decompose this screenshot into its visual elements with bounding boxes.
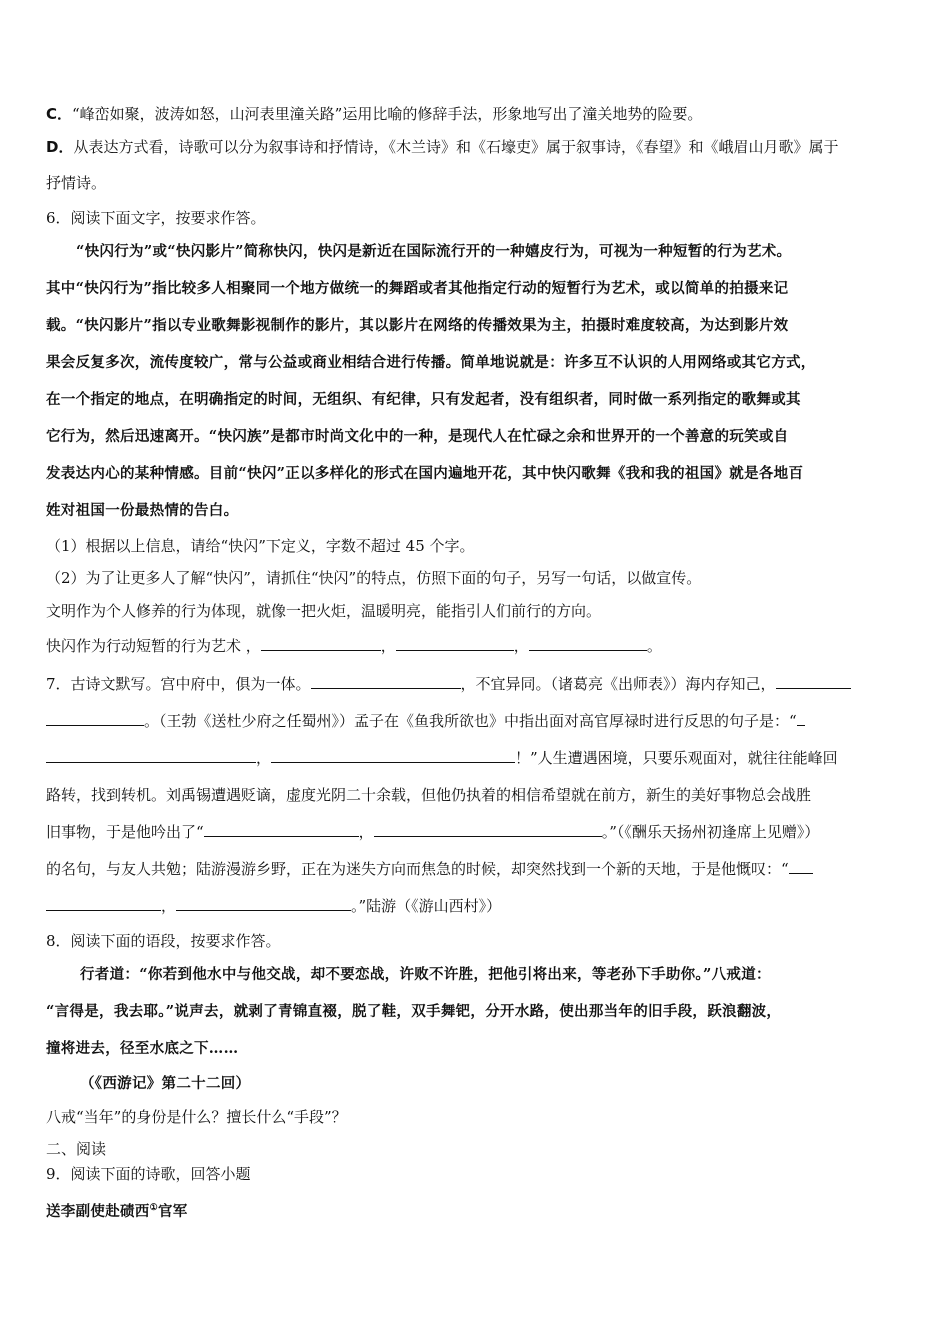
poem-title bbox=[46, 1198, 910, 1222]
q7-line bbox=[46, 859, 910, 879]
q7-text: 。”陆游（《游山西村》） bbox=[351, 897, 502, 915]
q8-passage-line: 撞将进去，径至水底之下…… bbox=[46, 1040, 239, 1057]
option-d bbox=[46, 137, 910, 157]
q8-source: （《西游记》第二十二回） bbox=[80, 1075, 251, 1092]
q6-example-sentence: 文明作为个人修养的行为体现，就像一把火炬，温暖明亮，能指引人们前行的方向。 bbox=[46, 602, 602, 620]
q6-passage-line: 在一个指定的地点，在明确指定的时间，无组织、有纪律，只有发起者，没有组织者，同时做一系列指定的歌舞或其 bbox=[46, 391, 801, 408]
q6-passage-line: 发表达内心的某种情感。目前“快闪”正以多样化的形式在国内遍地开花，其中快闪歌舞《我和我的祖国》就是各地百 bbox=[46, 465, 804, 482]
q7-text: ， bbox=[256, 749, 272, 767]
option-c-text: “峰峦如聚，波涛如怒，山河表里潼关路”运用比喻的修辞手法，形象地写出了潼关地势的险要。 bbox=[72, 105, 703, 123]
q7-blank[interactable] bbox=[797, 711, 805, 726]
q7-text: 。”（《酬乐天扬州初逢席上见赠》） bbox=[601, 823, 820, 841]
q6-passage-line: 其中“快闪行为”指比较多人相聚同一个地方做统一的舞蹈或者其他指定行动的短暂行为艺术，或以简单的拍摄来记 bbox=[46, 280, 789, 297]
q7-line: 路转，找到转机。刘禹锡遭遇贬谪，虚度光阴二十余载，但他仍执着的相信希望就在前方，新生的美好事物总会战胜 bbox=[46, 786, 812, 804]
q7-blank[interactable] bbox=[271, 748, 515, 763]
q7-text: ， bbox=[161, 897, 177, 915]
q6-sub1: （1）根据以上信息，请给“快闪”下定义，字数不超过 45 个字。 bbox=[46, 537, 475, 555]
q7-blank[interactable] bbox=[311, 674, 461, 689]
q7-blank[interactable] bbox=[789, 859, 813, 874]
option-d-text-line2: 抒情诗。 bbox=[46, 174, 107, 192]
q7-text: 旧事物，于是他吟出了“ bbox=[46, 823, 204, 841]
q8-question: 八戒“当年”的身份是什么？擅长什么“手段”？ bbox=[46, 1108, 347, 1126]
q7-blank[interactable] bbox=[374, 822, 602, 837]
q6-passage-line: 果会反复多次，流传度较广，常与公益或商业相结合进行传播。简单地说就是：许多互不认识的人用网络或其它方式， bbox=[46, 354, 816, 371]
q6-passage-line: 姓对祖国一份最热情的告白。 bbox=[46, 502, 239, 519]
q7-blank[interactable] bbox=[176, 896, 351, 911]
option-c-label: C． bbox=[46, 105, 73, 123]
poem-title-text: 送李副使赴碛西 bbox=[46, 1202, 150, 1220]
q7-line bbox=[46, 896, 910, 916]
option-c bbox=[46, 104, 910, 124]
q7-line bbox=[46, 748, 910, 768]
q7-line bbox=[46, 674, 910, 694]
q7-text: ！”人生遭遇困境，只要乐观面对，就往往能峰回 bbox=[515, 749, 838, 767]
q7-line bbox=[46, 711, 910, 731]
q6-passage-line: 它行为，然后迅速离开。“快闪族”是都市时尚文化中的一种，是现代人在忙碌之余和世界开的一个善意的玩笑或自 bbox=[46, 428, 789, 445]
q6-answer-blank[interactable] bbox=[396, 636, 514, 651]
q7-text: ， bbox=[358, 823, 374, 841]
q6-answer-line bbox=[46, 636, 910, 656]
q9-header: 9．阅读下面的诗歌，回答小题 bbox=[46, 1165, 251, 1183]
q7-text: 7．古诗文默写。宫中府中，俱为一体。 bbox=[46, 675, 311, 693]
q6-passage-line: “快闪行为”或“快闪影片”简称快闪，快闪是新近在国际流行开的一种嬉皮行为，可视为一种短暂的行为艺术。 bbox=[76, 243, 792, 260]
q6-sub2: （2）为了让更多人了解“快闪”，请抓住“快闪”的特点，仿照下面的句子，另写一句话，以做宣传。 bbox=[46, 569, 702, 587]
q6-answer-start: 快闪作为行动短暂的行为艺术 ， bbox=[46, 637, 261, 655]
q7-blank[interactable] bbox=[776, 674, 851, 689]
q7-blank[interactable] bbox=[204, 822, 359, 837]
q8-header: 8．阅读下面的语段，按要求作答。 bbox=[46, 932, 281, 950]
q7-text: ，不宜异同。（诸葛亮《出师表》）海内存知己， bbox=[460, 675, 776, 693]
q7-blank[interactable] bbox=[46, 896, 161, 911]
option-d-label: D． bbox=[46, 138, 74, 156]
q8-passage-line: 行者道：“你若到他水中与他交战，却不要恋战，许败不许胜，把他引将出来，等老孙下手助你。”八戒道： bbox=[80, 966, 771, 983]
q6-answer-sep: ， bbox=[380, 637, 396, 655]
poem-title-end: 官军 bbox=[157, 1202, 188, 1220]
q6-answer-sep: ， bbox=[513, 637, 529, 655]
q7-text: 的名句，与友人共勉；陆游漫游乡野，正在为迷失方向而焦急的时候，却突然找到一个新的天地，于是他慨叹：“ bbox=[46, 860, 789, 878]
q6-answer-blank[interactable] bbox=[261, 636, 381, 651]
q6-passage-line: 载。“快闪影片”指以专业歌舞影视制作的影片，其以影片在网络的传播效果为主，拍摄时难度较高，为达到影片效 bbox=[46, 317, 789, 334]
q6-header: 6．阅读下面文字，按要求作答。 bbox=[46, 209, 266, 227]
footnote-mark: ① bbox=[149, 1203, 158, 1213]
q8-passage-line: “言得是，我去耶。”说声去，就剥了青锦直裰，脱了鞋，双手舞钯，分开水路，使出那当年的旧手段，跃浪翻波， bbox=[46, 1003, 782, 1020]
q7-text: 。（王勃《送杜少府之任蜀州》）孟子在《鱼我所欲也》中指出面对高官厚禄时进行反思的句子是：“ bbox=[144, 712, 797, 730]
q6-answer-blank[interactable] bbox=[529, 636, 647, 651]
section-2-header: 二、阅读 bbox=[46, 1140, 107, 1158]
q7-blank[interactable] bbox=[46, 711, 144, 726]
q6-answer-end: 。 bbox=[646, 637, 662, 655]
q7-blank[interactable] bbox=[46, 748, 256, 763]
option-d-text-line1: 从表达方式看，诗歌可以分为叙事诗和抒情诗，《木兰诗》和《石壕吏》属于叙事诗，《春望》和《峨眉山月歌》属于 bbox=[73, 138, 839, 156]
q7-line bbox=[46, 822, 910, 842]
